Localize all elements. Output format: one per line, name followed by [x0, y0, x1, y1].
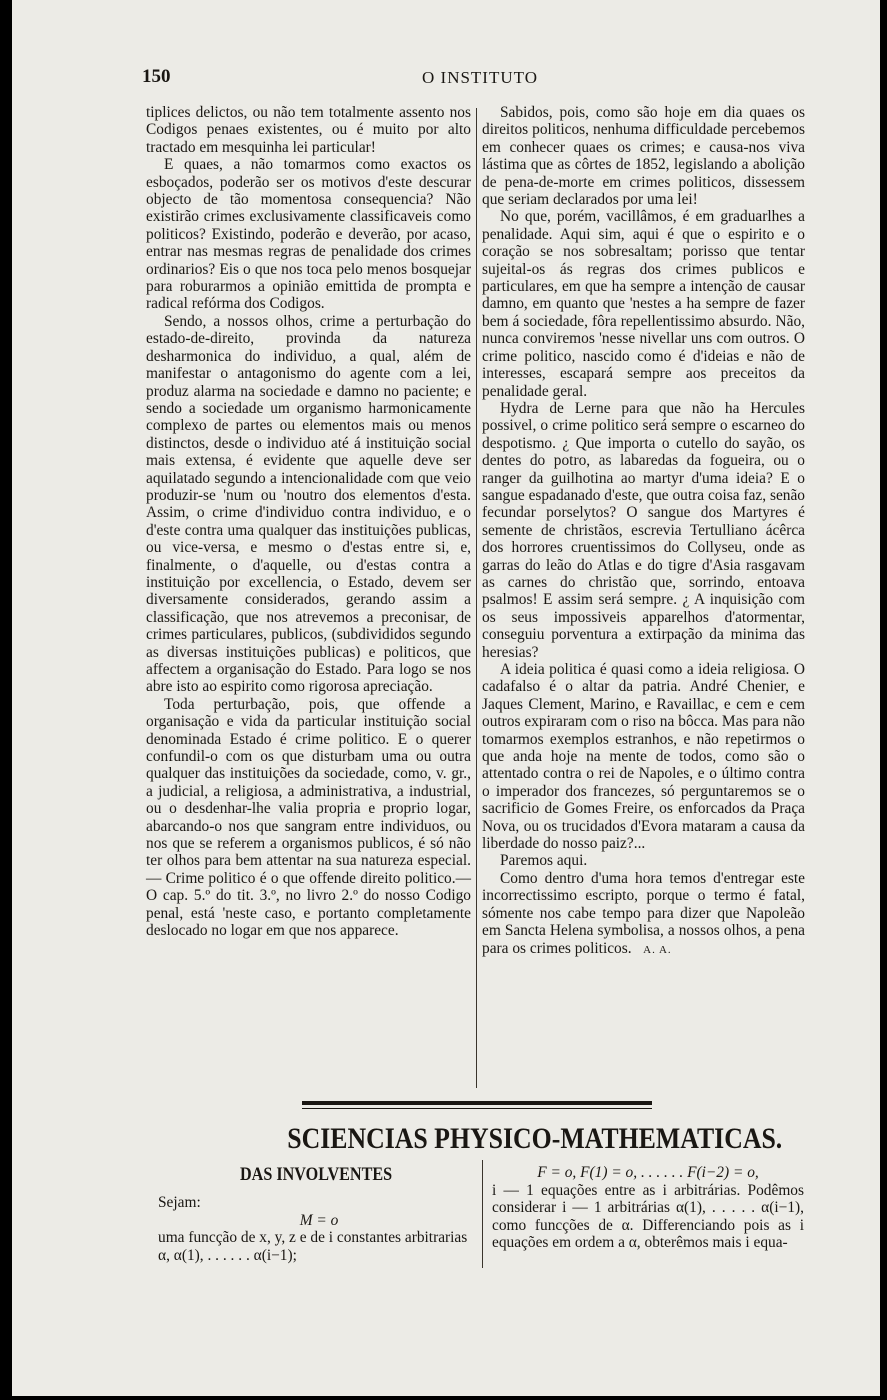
- paragraph: A ideia politica é quasi como a ideia religiosa. O cadafalso é o altar da patria. André Chenier, e Jaques Clement, Marino, e Ravaillac, e cem e cem outros expiraram com o riso na bôcca. Mas para não tomarmos exemplos estranhos, e não repetirmos o que anda hoje na mente de todos, como são o attentado contra o rei de Napoles, e o último contra o imperador dos francezes, só perguntaremos se o sacrificio de Gomes Freire, os enforcados da Praça Nova, ou os trucidados d'Evora mataram a causa da liberdade do nosso paiz?...: [482, 661, 805, 853]
- paragraph: Sendo, a nossos olhos, crime a perturbação do estado-de-direito, provinda da natureza desharmonica do individuo, a qual, além de manifestar o antagonismo do agente com a lei, produz alarma na sociedade e damno no paciente; e sendo a sociedade um organismo harmonicamente complexo de partes ou elementos mais ou menos distinctos, desde o individuo até á instituição social mais extensa, é evidente que aquelle deve ser aquilatado segundo a intencionalidade com que veio produzir-se 'num ou 'noutro dos elementos d'esta. Assim, o crime d'individuo contra individuo, e o d'este contra uma qualquer das instituições publicas, ou vice-versa, e mesmo o d'estas entre si, e, finalmente, o d'aquelle, ou d'estas contra a instituição por excellencia, o Estado, devem ser diversamente considerados, gerando assim a classificação, que nos atrevemos a preconisar, de crimes particulares, publicos, (subdivididos segundo as diversas instituições publicas) e politicos, que affectem a organisação do Estado. Para logo se nos abre isto ao espirito como rigorosa apreciação.: [146, 312, 471, 696]
- math-right-column: [492, 1164, 804, 1252]
- paragraph: [482, 870, 805, 959]
- left-column: [146, 104, 471, 940]
- paragraph: E quaes, a não tomarmos como exactos os esboçados, poderão ser os motivos d'este descurar objecto de tão momentosa consequencia? Não existirão crimes exclusivamente classificaveis como politicos? Existindo, poderão e deverão, por acaso, entrar nas mesmas regras de penalidade dos crimes ordinarios? Eis o que nos toca pelo menos bosquejar para roburarmos a opinião emittida de prompta e radical refórma dos Codigos.: [146, 156, 471, 313]
- paragraph: tiplices delictos, ou não tem totalmente assento nos Codigos penaes existentes, ou é muito por alto tractado em mesquinha lei particular!: [146, 104, 471, 156]
- lead-word: Sejam:: [158, 1194, 201, 1211]
- equation: F = o, F(1) = o, . . . . . . F(i−2) = o,: [537, 1164, 759, 1181]
- section-rule-thin: [302, 1108, 652, 1109]
- math-left-column: [158, 1194, 480, 1264]
- running-head: [12, 66, 880, 92]
- page-number: 150: [142, 66, 171, 87]
- paragraph-text: Como dentro d'uma hora temos d'entregar este incorrectissimo escripto, porque o termo é fatal, sómente nos cabe tempo para dizer que Napoleão em Sancta Helena symbolisa, a nossos olhos, a pena para os crimes politicos.: [482, 869, 805, 957]
- section-column-divider: [482, 1160, 483, 1268]
- math-text: i — 1 equações entre as i arbitrárias. Podêmos considerar i — 1 arbitrárias α(1), . . . . . α(i−1), como funcções de α. Differenciando pois as i equações em ordem a α, obterêmos mais i equa-: [492, 1181, 804, 1251]
- math-text: uma funcção de x, y, z e de i constantes arbitrarias α, α(1), . . . . . . α(i−1);: [158, 1229, 468, 1264]
- paragraph: No que, porém, vacillâmos, é em graduarlhes a penalidade. Aqui sim, aqui é que o espirito e o coração se nos sobresaltam; porisso que tentar sujeital-os ás regras dos crimes publicos e particulares, em que ha sempre a intenção de causar damno, em quanto que 'nestes a ha sempre de fazer bem á sociedade, fôra repellentissimo absurdo. Não, nunca conviremos 'nesse nivellar uns com outros. O crime politico, nascido como é d'ideias e não de interesses, escapará sempre aos preceitos da penalidade geral.: [482, 208, 805, 400]
- paragraph: Toda perturbação, pois, que offende a organisação e vida da particular instituição social denominada Estado é crime politico. E o querer confundil-o com os que disturbam uma ou outra qualquer das instituições da sociedade, como, v. gr., a judicial, a religiosa, a administrativa, a industrial, ou o desdenhar-lhe valia propria e proprio logar, abarcando-o nos que sangram entre individuos, ou nos que se referem a organismos publicos, é só não ter olhos para bem attentar na sua natureza especial.— Crime politico é o que offende direito politico.— O cap. 5.º do tit. 3.º, no livro 2.º do nosso Codigo penal, está 'neste caso, e portanto completamente deslocado no logar em que nos apparece.: [146, 695, 471, 940]
- journal-title: O INSTITUTO: [422, 68, 538, 87]
- paragraph: Hydra de Lerne para que não ha Hercules possivel, o crime politico será sempre o escarneo do despotismo. ¿ Que importa o cutello do sayão, os dentes do potro, as labaredas da fogueira, ou o ranger da guilhotina ao martyr d'uma ideia? E o sangue espadanado d'este, que outra coisa faz, senão fecundar porselytos? O sangue dos Martyres é semente de christãos, escrevia Tertulliano ácêrca dos horrores cruentissimos do Collyseu, onde as garras do leão do Atlas e do tigre d'Asia rasgavam as carnes do christão que, sorrindo, entoava psalmos! E assim será sempre. ¿ A inquisição com os seus impossiveis apparelhos d'atormentar, conseguiu porventura a extirpação da minima das heresias?: [482, 399, 805, 661]
- newspaper-page: [12, 0, 880, 1396]
- column-divider: [476, 108, 477, 1088]
- section-title: SCIENCIAS PHYSICO-MATHEMATICAS.: [287, 1122, 783, 1155]
- equation: M = o: [299, 1211, 339, 1229]
- sub-heading: DAS INVOLVENTES: [240, 1164, 393, 1185]
- section-rule-thick: [302, 1101, 652, 1105]
- paragraph: Sabidos, pois, como são hoje em dia quaes os direitos politicos, nenhuma difficuldade percebemos em conhecer quaes os crimes; e causa-nos viva lástima que as côrtes de 1852, legislando a abolição de pena-de-morte em crimes politicos, dissessem que seriam declarados por uma lei!: [482, 104, 805, 209]
- right-column: [482, 104, 805, 959]
- author-signature: A. A.: [643, 943, 672, 956]
- paragraph: Paremos aqui.: [500, 852, 588, 870]
